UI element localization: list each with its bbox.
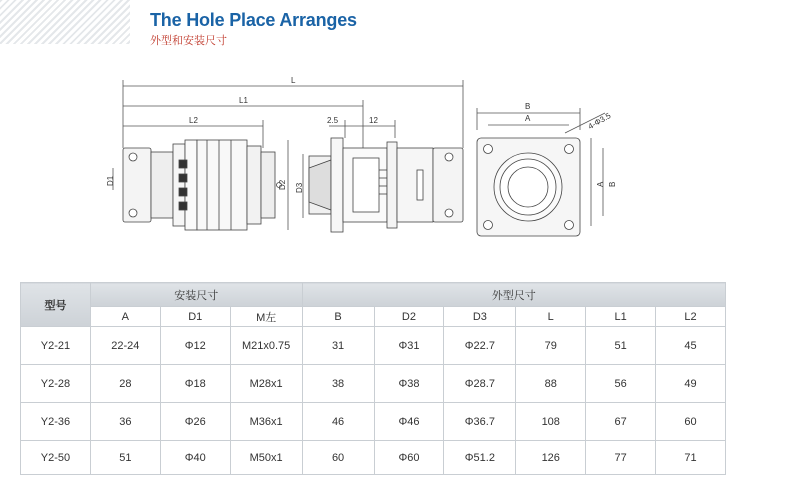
- table-cell: 49: [656, 365, 726, 403]
- table-cell: Y2-21: [21, 327, 91, 365]
- page-subtitle: 外型和安装尺寸: [150, 35, 227, 47]
- header-install-dimensions: 安装尺寸: [90, 283, 302, 307]
- header-outline-dimensions: 外型尺寸: [302, 283, 725, 307]
- table-row: [21, 327, 726, 365]
- table-cell: Φ40: [160, 441, 230, 475]
- table-cell: 88: [516, 365, 586, 403]
- dim-label: L: [291, 76, 296, 85]
- column-header: D3: [444, 307, 516, 327]
- table-row: [21, 403, 726, 441]
- table-cell: 126: [516, 441, 586, 475]
- table-cell: Φ12: [160, 327, 230, 365]
- dim-label: D2: [278, 179, 287, 190]
- table-row: [21, 441, 726, 475]
- dim-label: A: [525, 114, 531, 123]
- table-cell: Φ60: [374, 441, 444, 475]
- table-cell: M28x1: [230, 365, 302, 403]
- table-cell: Y2-28: [21, 365, 91, 403]
- table-row: [21, 365, 726, 403]
- table-cell: M36x1: [230, 403, 302, 441]
- dim-label: A: [596, 181, 605, 187]
- column-header: L2: [656, 307, 726, 327]
- dim-label: 2.5: [327, 116, 339, 125]
- column-header: B: [302, 307, 374, 327]
- table-cell: Φ28.7: [444, 365, 516, 403]
- table-cell: 46: [302, 403, 374, 441]
- table-cell: 22-24: [90, 327, 160, 365]
- dim-label: 4-Φ3.5: [586, 111, 613, 132]
- table-cell: 56: [586, 365, 656, 403]
- table-cell: Φ38: [374, 365, 444, 403]
- table-cell: Φ31: [374, 327, 444, 365]
- dim-label: L1: [239, 96, 248, 105]
- dim-label: D3: [295, 182, 304, 193]
- table-cell: M21x0.75: [230, 327, 302, 365]
- table-cell: Y2-50: [21, 441, 91, 475]
- table-cell: 51: [586, 327, 656, 365]
- header-model: 型号: [21, 283, 91, 327]
- column-header: A: [90, 307, 160, 327]
- page-title: The Hole Place Arranges: [150, 10, 357, 30]
- table-cell: Y2-36: [21, 403, 91, 441]
- table-cell: M50x1: [230, 441, 302, 475]
- dim-label: B: [525, 102, 531, 111]
- connector-dimension-drawing: [95, 68, 635, 268]
- table-cell: Φ26: [160, 403, 230, 441]
- table-cell: Φ36.7: [444, 403, 516, 441]
- dim-label: 12: [369, 116, 378, 125]
- column-header: L1: [586, 307, 656, 327]
- table-cell: Φ46: [374, 403, 444, 441]
- column-header: L: [516, 307, 586, 327]
- table-cell: 36: [90, 403, 160, 441]
- table-cell: 79: [516, 327, 586, 365]
- header-stripe-decoration: [0, 0, 130, 44]
- table-cell: Φ18: [160, 365, 230, 403]
- flange-front-view: [477, 138, 580, 236]
- column-header: D2: [374, 307, 444, 327]
- column-header: D1: [160, 307, 230, 327]
- table-cell: 31: [302, 327, 374, 365]
- table-cell: Φ51.2: [444, 441, 516, 475]
- table-cell: 77: [586, 441, 656, 475]
- table-cell: 51: [90, 441, 160, 475]
- table-cell: 28: [90, 365, 160, 403]
- table-cell: 108: [516, 403, 586, 441]
- table-cell: 38: [302, 365, 374, 403]
- column-header: M左: [230, 307, 302, 327]
- dim-label: L2: [189, 116, 198, 125]
- table-cell: 45: [656, 327, 726, 365]
- table-cell: 67: [586, 403, 656, 441]
- table-cell: 71: [656, 441, 726, 475]
- spec-table: [20, 282, 726, 475]
- dim-label: B: [608, 181, 617, 187]
- receptacle-side-view: [309, 138, 463, 232]
- table-cell: 60: [302, 441, 374, 475]
- plug-side-view: [123, 140, 282, 230]
- dim-label: D1: [106, 175, 115, 186]
- table-cell: Φ22.7: [444, 327, 516, 365]
- table-cell: 60: [656, 403, 726, 441]
